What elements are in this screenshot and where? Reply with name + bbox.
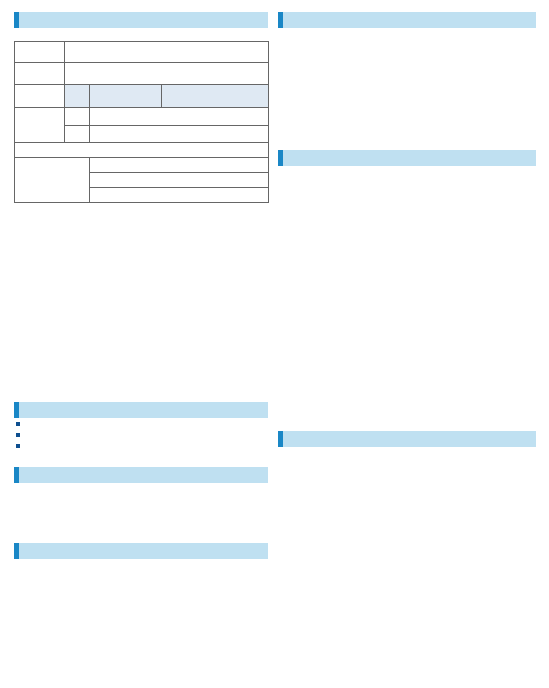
bullet-icon <box>16 444 20 448</box>
example-externality <box>89 173 268 188</box>
model-section-header <box>14 12 268 28</box>
spec-item <box>16 433 23 441</box>
bullet-icon <box>16 433 20 437</box>
spec-item <box>16 422 23 430</box>
output-i <box>64 108 89 126</box>
htd-label <box>15 42 65 63</box>
spec-item <box>16 444 23 452</box>
feature-section-header <box>278 12 536 28</box>
ext-value <box>64 63 268 85</box>
output-type-label <box>15 108 65 143</box>
app-section-header <box>14 543 268 559</box>
notice-section-header <box>278 431 536 447</box>
rated-current-label <box>15 85 65 108</box>
pin-section-header <box>14 467 268 483</box>
spec-section-header <box>14 402 268 418</box>
output-v-text <box>89 126 268 143</box>
example-input <box>89 158 268 173</box>
col-applicated <box>162 85 269 108</box>
example-output <box>89 188 268 203</box>
example-product <box>15 158 90 203</box>
bullet-icon <box>16 422 20 426</box>
output-i-text <box>89 108 268 126</box>
col-rating <box>64 85 89 108</box>
output-v <box>64 126 89 143</box>
col-io <box>89 85 162 108</box>
tech-section-header <box>278 150 536 166</box>
model-table <box>14 41 269 203</box>
example-line <box>15 143 269 158</box>
